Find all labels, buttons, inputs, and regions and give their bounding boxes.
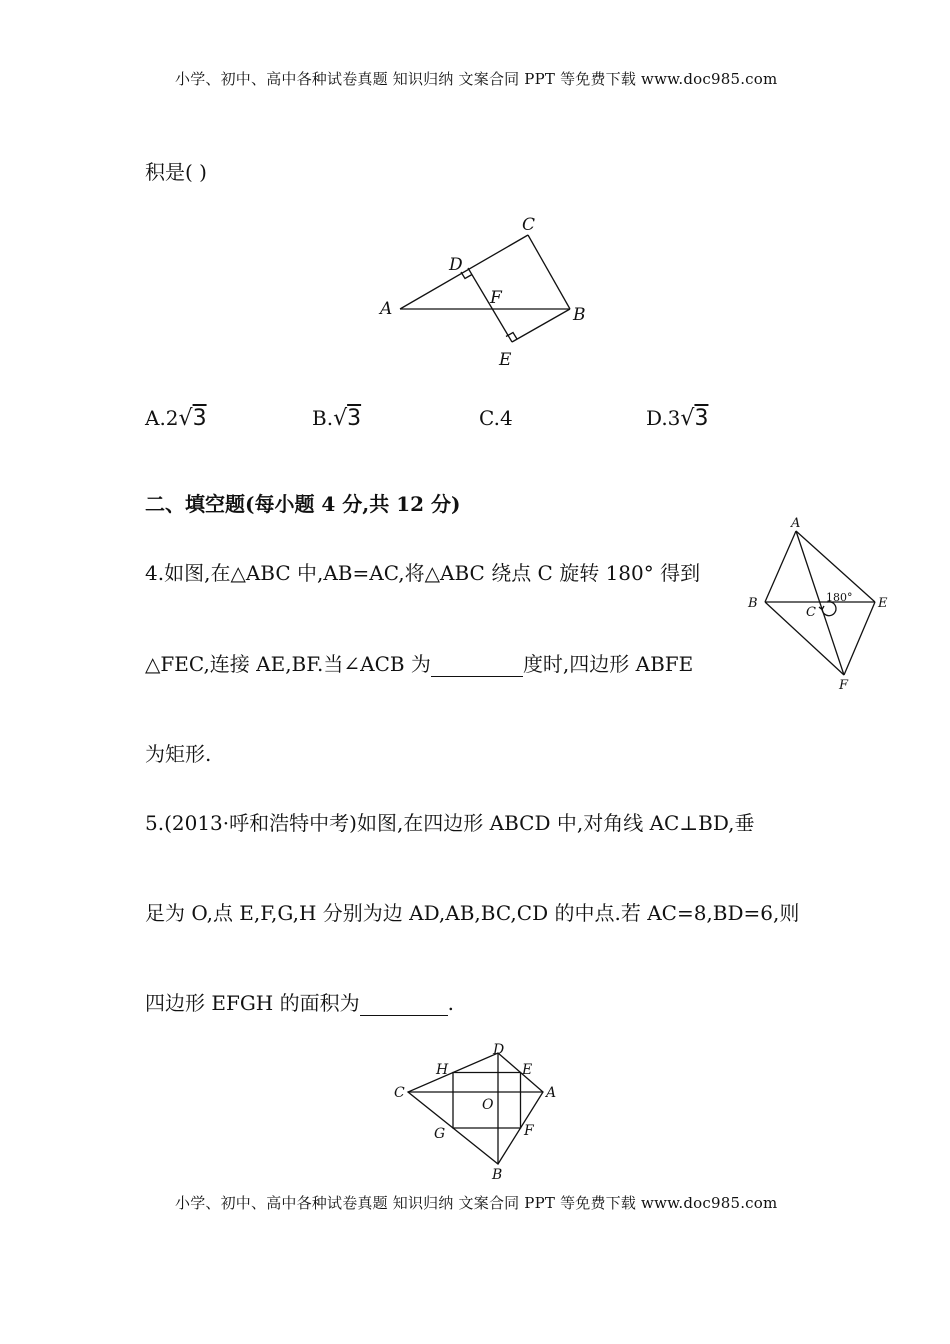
label-f: F	[839, 678, 849, 693]
page-footer: 小学、初中、高中各种试卷真题 知识归纳 文案合同 PPT 等免费下载 www.doc985.com	[175, 1194, 778, 1212]
option-c	[479, 406, 513, 430]
segment-ac	[400, 235, 528, 309]
label-g: G	[434, 1126, 446, 1142]
answer-blank-4[interactable]	[431, 656, 523, 677]
label-b: B	[492, 1167, 503, 1183]
question-4-line-3: 为矩形.	[145, 742, 212, 766]
sqrt-icon: √3	[680, 406, 709, 431]
question-5-figure	[390, 1043, 565, 1183]
option-d-radicand: 3	[694, 406, 709, 431]
option-a-prefix: A.2	[145, 406, 179, 430]
option-d-prefix: D.3	[646, 406, 681, 430]
label-b: B	[573, 305, 586, 325]
option-b-prefix: B.	[312, 406, 334, 430]
label-e: E	[878, 596, 888, 611]
question-4-line-2-pre: △FEC,连接 AE,BF.当∠ACB 为	[145, 652, 431, 676]
question-4-line-2-post: 度时,四边形 ABFE	[522, 652, 694, 676]
label-o: O	[482, 1097, 494, 1113]
label-c: C	[522, 215, 536, 235]
label-b: B	[748, 596, 758, 611]
option-b	[312, 406, 361, 431]
label-e: E	[499, 350, 512, 370]
question-4-line-1: 4.如图,在△ABC 中,AB=AC,将△ABC 绕点 C 旋转 180° 得到	[145, 561, 701, 585]
label-e: E	[522, 1062, 533, 1078]
segment-be	[512, 309, 570, 342]
segment-cb	[528, 235, 570, 309]
question-5-line-3-post: .	[447, 991, 454, 1015]
question-4-figure	[740, 512, 900, 697]
label-a: A	[546, 1085, 557, 1101]
question-4-line-2	[145, 648, 693, 677]
option-c-prefix: C.4	[479, 406, 513, 430]
option-a-radicand: 3	[192, 406, 207, 431]
question-5-line-2: 足为 O,点 E,F,G,H 分别为边 AD,AB,BC,CD 的中点.若 AC=8,BD=6,则	[145, 901, 800, 925]
label-h: H	[436, 1062, 449, 1078]
label-d: D	[493, 1043, 505, 1058]
option-d	[646, 406, 708, 431]
label-c: C	[806, 605, 816, 620]
question-5-line-1: 5.(2013·呼和浩特中考)如图,在四边形 ABCD 中,对角线 AC⊥BD,垂	[145, 811, 755, 835]
label-d: D	[449, 255, 463, 275]
label-c: C	[394, 1085, 405, 1101]
page-header: 小学、初中、高中各种试卷真题 知识归纳 文案合同 PPT 等免费下载 www.doc985.com	[175, 70, 778, 88]
question-5-line-3	[145, 987, 454, 1016]
option-a	[145, 406, 207, 431]
section-title: 二、填空题(每小题 4 分,共 12 分)	[145, 492, 461, 516]
label-a: A	[380, 299, 393, 319]
question-3-figure	[370, 210, 600, 375]
answer-blank-5[interactable]	[360, 995, 448, 1016]
sqrt-icon: √3	[333, 406, 362, 431]
segment-ef	[844, 602, 875, 675]
segment-ab	[765, 531, 796, 602]
question-5-line-3-pre: 四边形 EFGH 的面积为	[145, 991, 360, 1015]
label-a: A	[791, 516, 801, 531]
sqrt-icon: √3	[178, 406, 207, 431]
option-b-radicand: 3	[347, 406, 362, 431]
label-f: F	[490, 288, 502, 308]
label-f: F	[524, 1123, 534, 1139]
question-3-tail: 积是( )	[145, 160, 207, 184]
angle-label: 180°	[826, 591, 853, 604]
